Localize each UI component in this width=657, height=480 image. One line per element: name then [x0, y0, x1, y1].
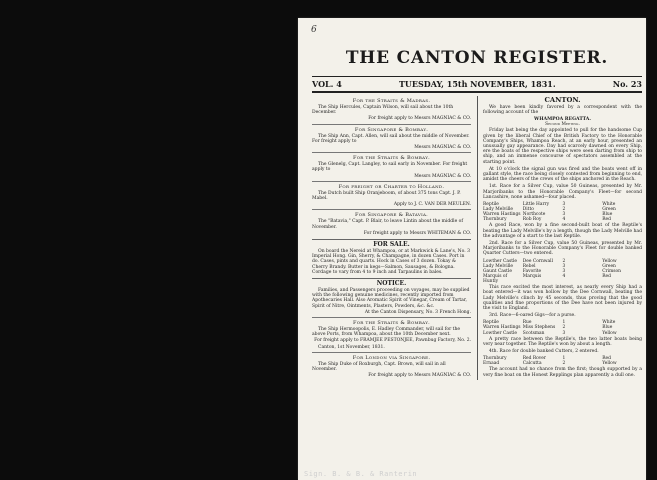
race-title: 3rd. Race—6-oared Gigs—for a purse.	[489, 313, 576, 319]
right-column	[477, 96, 642, 380]
notice-heading: NOTICE.	[312, 278, 471, 287]
race-cell: Red Rover	[522, 356, 546, 362]
divider	[312, 181, 471, 182]
race-cell: 3	[562, 330, 566, 336]
ad-item	[312, 98, 471, 122]
race-cell: Marquis	[522, 273, 542, 279]
race-cell: Lady Melville	[483, 263, 514, 269]
race-cell: 2	[562, 361, 566, 367]
paragraph: A good Race, won by a fine second-built boat of the Reptile's beating the Lady Melville's by a length, though the Lady Melville had the advantage of a start to the last Reptile.	[483, 223, 642, 239]
race-cell: Red	[602, 273, 611, 279]
race-cell: Yellow	[602, 361, 617, 367]
ad-item	[312, 155, 471, 179]
race-cell: Ernaad	[483, 361, 500, 367]
race-cell: Thornbury	[483, 217, 507, 223]
race-cell: Lowther Castle	[483, 258, 517, 264]
race-title: 2nd. Race for a Silver Cup, value 50 Guineas, presented by Mr. Marjoribanks to the Honorable Company's Fleet for double banked Quarter Cutters—two entered.	[483, 241, 642, 257]
ad-item	[312, 212, 471, 236]
paragraph: At 10 o'clock the signal gun was fired and the boats went off in gallant style, the race being closely contested from beginning to end, amidst the cheers of the crews of the ships anchored in the Reach.	[483, 166, 642, 183]
ad-note: For freight apply to Messrs WHITEMAN & CO.	[363, 230, 471, 236]
race-cell: Thornbury	[483, 356, 507, 362]
intro-paragraph: We have been kindly favored by a correspondent with the following account of the	[483, 105, 642, 116]
race-cell: White	[602, 202, 616, 208]
ad-note: For freight apply to Messrs MAGNIAC & CO.	[368, 116, 471, 122]
race-cell: 3	[562, 212, 566, 218]
sale-body: On board the Nereid at Whampoa, or at Markwick & Lane's, No. 3 Imperial Hong. Gin, Sherry, & Champagne, in dozen Cases. Port in do. Cases, pints and quarts. Hock in Cases of 3 dozen. Tokay & Cherry Brandy. Butter in kegs—Salmon, Sausages, & Bologna. Cordage to vary from 4 to 9 inch and Tarpaulins in bales.	[312, 249, 470, 275]
race-cell: 3	[562, 263, 566, 269]
masthead: THE CANTON REGISTER.	[345, 48, 609, 68]
race-cell: Yellow	[602, 258, 617, 264]
race-cell: Blue	[602, 212, 613, 218]
race-cell: Scotsman	[522, 330, 545, 336]
race-cell: Rue	[522, 320, 532, 326]
ad-heading: For Singapore & Batavia.	[354, 212, 429, 219]
canton-heading: CANTON.	[544, 96, 581, 104]
london-body: The Ship Duke of Roxburgh, Capt. Brown, will sail in all November.	[312, 361, 446, 373]
newspaper-page	[312, 38, 642, 380]
sale-heading: FOR SALE.	[312, 239, 471, 248]
notice-note: At the Canton Dispensary, No. 3 French Hong.	[364, 309, 471, 315]
bombay-note: For freight apply to FRAMJEE PESTONJEE, Pawnbug Factory, No. 2.	[314, 338, 471, 344]
ad-body: The Ship Hercules, Captain Wilson, will sail about the 10th December.	[312, 105, 454, 116]
regatta-subtitle: Second Meeting.	[545, 122, 580, 128]
race-cell: Little Harry	[522, 202, 550, 208]
race-table	[483, 202, 642, 222]
ad-note: Apply to J. C. VAN DER MEULEN.	[393, 202, 471, 208]
race-table	[483, 356, 642, 366]
ad-heading: For freight or Charter to Holland.	[338, 183, 445, 190]
ad-body: The "Batavia," Capt. P. Blair, to leave Lintin about the middle of November.	[312, 219, 464, 230]
issue-date: TUESDAY, 15th NOVEMBER, 1831.	[398, 79, 556, 89]
divider	[312, 317, 471, 318]
race-cell: 3	[562, 268, 566, 274]
margin-mark: 6	[311, 25, 317, 35]
race-cell: Rebel	[522, 263, 536, 269]
race-cell: Green	[602, 207, 616, 213]
ad-note: Messrs MAGNIAC & CO.	[414, 173, 471, 179]
ad-heading: For the Straits & Madras.	[352, 98, 431, 104]
race-cell: 1	[562, 356, 566, 362]
race-cell: Red	[602, 217, 611, 223]
divider	[312, 152, 471, 153]
ad-heading: For the Straits & Bombay.	[352, 155, 431, 162]
dateline	[312, 76, 642, 93]
race-cell: Warren Hastings	[483, 212, 521, 218]
london-note: For freight apply to Messrs MAGNIAC & CO.	[368, 373, 471, 379]
race-cell: 4	[562, 217, 566, 223]
volume: VOL. 4	[312, 79, 342, 89]
race-cell: Gaunt Castle	[483, 268, 512, 274]
race-cell: Red	[602, 356, 611, 362]
notice-body: Families, and Passengers proceeding on voyages, may be supplied with the following genuine medicines, recently imported from Apothecaries Hall. Also Aromatic Spirit of Vinegar, Cream of Tartar, Spirit of Nitre, Ointments, Plasters, Powders, &c. &c.	[312, 288, 470, 309]
race-cell: Rob Roy	[522, 217, 542, 223]
race-cell: 1	[562, 320, 566, 326]
ad-heading: For Singapore & Bombay.	[354, 126, 429, 133]
race-cell: Green	[602, 263, 616, 269]
ad-body: The Dutch built Ship Oranjeboom, of about 375 tons Capt. J. P. Mabel.	[312, 190, 461, 202]
race-title: 1st. Race for a Silver Cup, value 50 Guineas, presented by Mr. Marjoribanks to the Honorable Company's Fleet—for second Lancashire, none ashamed—four placed.	[483, 184, 642, 200]
divider	[312, 352, 471, 353]
paragraph: Friday last being the day appointed to pull for the handsome Cup given by the liberal Chief of the British Factory to the Honorable Company's Ships, Whampoa Reach, at an early hour, presented an unusually gay appearance. Day had scarcely dawned on every Ship, ere the boats of the respective ships were seen darting from ship to ship, and an immense concourse of spectators assembled at the starting point.	[483, 128, 642, 165]
microfilm-footer: Sign. B. & B. & Ranterin	[304, 470, 418, 478]
race-cell: Blue	[602, 325, 613, 331]
race-cell: White	[602, 320, 616, 326]
ad-body: The Ship Ann, Capt. Allen, will sail about the middle of November. For freight apply to	[312, 133, 470, 144]
race-cell: 2	[562, 258, 566, 264]
race-table	[483, 259, 642, 284]
ad-body: The Glenelg, Capt. Langley, to sail early in November. For freight apply to	[312, 162, 468, 173]
ad-item	[312, 184, 471, 208]
race-cell: Lady Melville	[483, 207, 514, 213]
race-cell: Yellow	[602, 330, 617, 336]
paragraph: This race excited the most interest, as nearly every Ship had a boat entered—it was won hollow by the Dee Cornwall, beating the Lady Melville's clinch by 45 seconds, thus proving that the good qualities and fine proportions of the Dee have not been injured by the visit to England.	[483, 285, 642, 311]
race-cell: Ditto	[522, 207, 534, 213]
divider	[312, 124, 471, 125]
ad-note: Messrs MAGNIAC & CO.	[414, 145, 471, 151]
regatta-title: WHAMPOA REGATTA.	[534, 117, 591, 123]
left-column	[312, 96, 471, 380]
race-cell: Lowther Castle	[483, 330, 517, 336]
divider	[312, 209, 471, 210]
race-title: 4th. Race for double banked Cutters, 2 entered.	[489, 349, 599, 355]
issue-number: No. 23	[612, 79, 642, 89]
ad-item	[312, 127, 471, 151]
race-cell: 2	[562, 325, 566, 331]
london-heading: For London via Singapore.	[352, 354, 431, 361]
bombay-date: Canton, 1st November, 1831.	[318, 344, 385, 350]
paragraph: A pretty race between the Reptile's, the two latter boats being very near together. The Reptile's won by about a length.	[483, 336, 642, 347]
race-table	[483, 320, 642, 335]
race-cell: Northcote	[522, 212, 546, 218]
paragraph: The account had no chance from the first; though supported by a very fine boat on the Honest Repplings plan apparently a dull one.	[483, 367, 642, 378]
bombay-body: The Ship Hermoopolis, E. Hadley Commander, will sail for the above Ports, from Whampoa, about the 10th December next.	[312, 327, 461, 338]
race-cell: Miss Stephens	[522, 325, 556, 331]
race-cell: 4	[562, 273, 566, 279]
bombay-heading: For the Straits & Bombay.	[352, 320, 431, 327]
race-cell: Dee Cornwall	[522, 258, 553, 264]
race-cell: 2	[562, 207, 566, 213]
race-cell: Reptile	[483, 320, 499, 326]
race-cell: 3	[562, 202, 566, 208]
race-cell: Marquis of Huntly	[483, 273, 508, 285]
race-cell: Crimson	[602, 268, 622, 274]
race-cell: Calcutta	[522, 361, 542, 367]
race-cell: Reptile	[483, 202, 499, 208]
race-cell: Favorite	[522, 268, 542, 274]
race-cell: Warren Hastings	[483, 325, 521, 331]
